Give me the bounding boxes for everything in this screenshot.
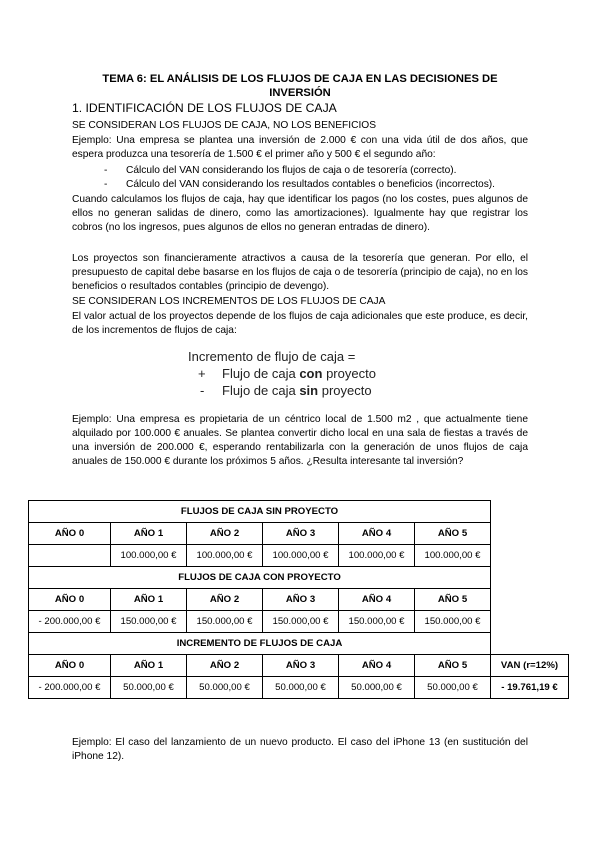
year-header: AÑO 3: [263, 655, 339, 677]
empty-cell: [491, 523, 569, 545]
empty-cell: [491, 501, 569, 523]
table-cell: 50.000,00 €: [111, 677, 187, 699]
empty-cell: [491, 589, 569, 611]
table-row: [29, 523, 569, 545]
subheading-increments: SE CONSIDERAN LOS INCREMENTOS DE LOS FLUJOS DE CAJA: [72, 296, 386, 307]
bullet-dash-icon: -: [104, 179, 108, 190]
table-cell: 50.000,00 €: [187, 677, 263, 699]
year-header: AÑO 3: [263, 589, 339, 611]
section-title-con-proyecto: FLUJOS DE CAJA CON PROYECTO: [29, 567, 491, 589]
table-cell: 150.000,00 €: [339, 611, 415, 633]
year-header: AÑO 5: [415, 523, 491, 545]
van-value: - 19.761,19 €: [491, 677, 569, 699]
empty-cell: [491, 611, 569, 633]
year-header: AÑO 2: [187, 523, 263, 545]
paragraph-payments: Cuando calculamos los flujos de caja, hay que identificar los pagos (no los costes, pues algunos de ellos no generan salidas de dinero, como las amortizaciones). Igualmente hay que registrar los cobros (no los ingresos, pues algunos de ellos no generan entradas de dinero).: [72, 194, 528, 233]
table-cell: 50.000,00 €: [339, 677, 415, 699]
year-header: AÑO 3: [263, 523, 339, 545]
table-cell: 50.000,00 €: [263, 677, 339, 699]
section-heading: 1. IDENTIFICACIÓN DE LOS FLUJOS DE CAJA: [72, 101, 337, 115]
formula-line-2: Flujo de caja con proyecto: [222, 366, 376, 381]
example-paragraph-1: Ejemplo: Una empresa se plantea una inversión de 2.000 € con una vida útil de dos años, que espera produzca una tesorería de 1.500 € el primer año y 500 € el segundo año:: [72, 135, 528, 160]
formula-plus-sign: +: [198, 366, 206, 381]
paragraph-present-value: El valor actual de los proyectos depende de los flujos de caja adicionales que este produce, es decir, de los incrementos de flujos de caja:: [72, 311, 528, 336]
section-title-sin-proyecto: FLUJOS DE CAJA SIN PROYECTO: [29, 501, 491, 523]
cash-flows-table: [28, 500, 569, 699]
table-row: [29, 589, 569, 611]
table-row: [29, 611, 569, 633]
table-cell: 150.000,00 €: [111, 611, 187, 633]
paragraph-projects: Los proyectos son financieramente atractivos a causa de la tesorería que generan. Por ello, el presupuesto de capital debe basarse en los flujos de caja o de tesorería (principio de caja), no en los beneficios o resultados contables (principio de devengo).: [72, 253, 528, 292]
table-cell: 150.000,00 €: [187, 611, 263, 633]
table-cell: 100.000,00 €: [187, 545, 263, 567]
year-header: AÑO 5: [415, 589, 491, 611]
section-title-incremento: INCREMENTO DE FLUJOS DE CAJA: [29, 633, 491, 655]
van-header: VAN (r=12%): [491, 655, 569, 677]
table-cell: 100.000,00 €: [263, 545, 339, 567]
document-title: TEMA 6: EL ANÁLISIS DE LOS FLUJOS DE CAJA EN LAS DECISIONES DE INVERSIÓN: [102, 73, 498, 99]
table-row: [29, 633, 569, 655]
year-header: AÑO 0: [29, 655, 111, 677]
table-cell: - 200.000,00 €: [29, 677, 111, 699]
table-cell: 100.000,00 €: [339, 545, 415, 567]
table-cell: 50.000,00 €: [415, 677, 491, 699]
year-header: AÑO 1: [111, 589, 187, 611]
year-header: AÑO 2: [187, 589, 263, 611]
year-header: AÑO 0: [29, 523, 111, 545]
example-paragraph-2: Ejemplo: Una empresa es propietaria de un céntrico local de 1.500 m2 , que actualmente tiene alquilado por 100.000 € anuales. Se plantea convertir dicho local en una sala de fiestas a través de una inversión de 200.000 €, esperando rentabilizarla con la generación de unos flujos de caja anuales de 150.000 € durante los próximos 5 años. ¿Resulta interesante tal inversión?: [72, 414, 528, 467]
formula-line-3: Flujo de caja sin proyecto: [222, 383, 372, 398]
table-cell: [29, 545, 111, 567]
year-header: AÑO 1: [111, 655, 187, 677]
bullet-item: Cálculo del VAN considerando los flujos de caja o de tesorería (correcto).: [126, 165, 457, 176]
table-cell: 100.000,00 €: [415, 545, 491, 567]
empty-cell: [491, 567, 569, 589]
table-cell: 150.000,00 €: [415, 611, 491, 633]
year-header: AÑO 5: [415, 655, 491, 677]
table-row: [29, 567, 569, 589]
example-paragraph-3: Ejemplo: El caso del lanzamiento de un nuevo producto. El caso del iPhone 13 (en sustitución del iPhone 12).: [72, 737, 528, 762]
formula-line-1: Incremento de flujo de caja =: [188, 349, 356, 364]
table-row: [29, 501, 569, 523]
bullet-dash-icon: -: [104, 165, 108, 176]
table-cell: 100.000,00 €: [111, 545, 187, 567]
subheading-cash-flows: SE CONSIDERAN LOS FLUJOS DE CAJA, NO LOS BENEFICIOS: [72, 120, 376, 131]
table-row: [29, 655, 569, 677]
bullet-item: Cálculo del VAN considerando los resultados contables o beneficios (incorrectos).: [126, 179, 496, 190]
empty-cell: [491, 633, 569, 655]
year-header: AÑO 0: [29, 589, 111, 611]
year-header: AÑO 4: [339, 589, 415, 611]
table-row: [29, 545, 569, 567]
table-cell: - 200.000,00 €: [29, 611, 111, 633]
table-row: [29, 677, 569, 699]
year-header: AÑO 2: [187, 655, 263, 677]
year-header: AÑO 4: [339, 523, 415, 545]
formula-minus-sign: -: [200, 383, 205, 398]
table-cell: 150.000,00 €: [263, 611, 339, 633]
empty-cell: [491, 545, 569, 567]
year-header: AÑO 1: [111, 523, 187, 545]
year-header: AÑO 4: [339, 655, 415, 677]
